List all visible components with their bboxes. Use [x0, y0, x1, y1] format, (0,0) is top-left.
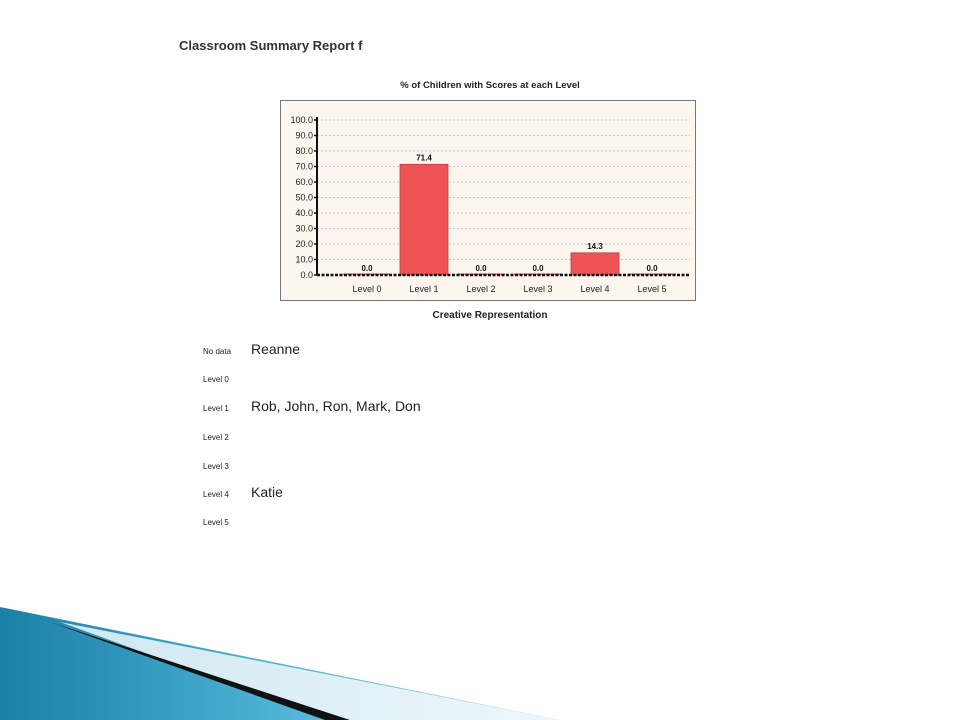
y-tick-label: 70.0	[295, 161, 313, 172]
bar-chart	[280, 100, 700, 305]
level-row-label: No data	[203, 347, 232, 356]
y-tick-label: 50.0	[295, 192, 313, 203]
level-row-names: Katie	[251, 484, 283, 500]
y-tick-label: 20.0	[295, 239, 313, 249]
x-tick-label: Level 5	[637, 284, 667, 294]
y-tick-label: 0.0	[300, 270, 313, 280]
y-tick-label: 80.0	[295, 146, 313, 156]
x-tick-label: Level 1	[409, 284, 439, 294]
bar	[400, 164, 448, 275]
data-label: 0.0	[475, 264, 487, 273]
report-title: Classroom Summary Report f	[179, 38, 363, 53]
data-label: 14.3	[587, 241, 603, 251]
x-tick-label: Level 4	[580, 284, 610, 294]
level-row-label: Level 5	[203, 518, 229, 527]
chart-title: % of Children with Scores at each Level	[400, 80, 580, 91]
chart-x-axis-label: Creative Representation	[432, 310, 548, 321]
level-row-label: Level 3	[203, 462, 229, 471]
level-row-label: Level 2	[203, 433, 229, 442]
level-row-label: Level 0	[203, 375, 229, 384]
y-tick-label: 30.0	[295, 223, 313, 234]
level-row-names: Rob, John, Ron, Mark, Don	[251, 398, 421, 414]
x-tick-label: Level 0	[352, 284, 382, 294]
y-tick-label: 10.0	[295, 254, 313, 265]
data-label: 0.0	[646, 264, 658, 273]
data-label: 0.0	[361, 264, 373, 273]
level-row-label: Level 1	[203, 404, 229, 413]
level-row-names: Reanne	[251, 341, 301, 357]
y-tick-label: 60.0	[295, 177, 313, 187]
y-tick-label: 90.0	[295, 130, 313, 141]
level-row-label: Level 4	[203, 490, 229, 499]
y-tick-label: 100.0	[290, 115, 313, 125]
y-tick-label: 40.0	[295, 208, 313, 218]
x-tick-label: Level 2	[466, 284, 496, 294]
x-tick-label: Level 3	[523, 284, 553, 294]
bar	[571, 253, 619, 275]
data-label: 0.0	[532, 264, 544, 273]
data-label: 71.4	[416, 153, 432, 163]
